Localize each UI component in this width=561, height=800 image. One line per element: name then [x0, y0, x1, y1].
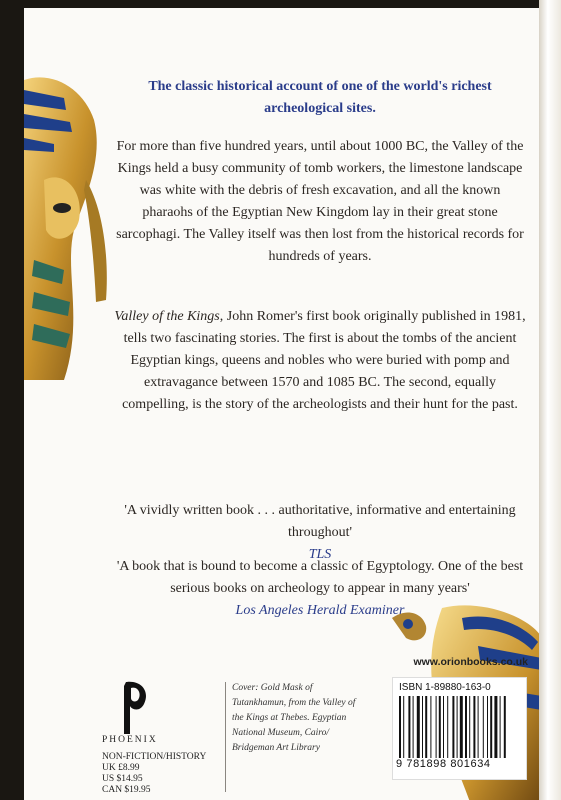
- cover-credit: Cover: Gold Mask of Tutankhamun, from the Valley of the Kings at Thebes. Egyptian National Museum, Cairo/ Bridgeman Art Library: [232, 683, 356, 753]
- price-can: CAN $19.95: [102, 785, 151, 795]
- price-uk: UK £8.99: [102, 763, 140, 773]
- category-and-prices: [102, 752, 206, 796]
- phoenix-logo-icon: [120, 680, 150, 736]
- ean-number: 9 781898 801634: [396, 758, 491, 770]
- paragraph-2-text: , John Romer's first book originally published in 1981, tells two fascinating stories. The first is about the tombs of the ancient Egyptian kings, queens and nobles who were buried with pomp and extravagance between 1570 and 1085 BC. The second, equally compelling, is the story of the archeologists and their hunt for the past.: [122, 309, 526, 412]
- tagline: The classic historical account of one of the world's richest archeological sites.: [148, 79, 492, 116]
- book-back-cover: [24, 8, 541, 800]
- price-us: US $14.95: [102, 774, 143, 784]
- isbn-label: ISBN 1-89880-163-0: [399, 682, 491, 693]
- barcode-panel: [392, 677, 527, 780]
- review-quote-2-text: 'A book that is bound to become a classic of Egyptology. One of the best serious books on archeology to appear in many years': [116, 559, 524, 596]
- gold-mask-image-left: [24, 70, 124, 390]
- review-quote-1-source: TLS: [308, 547, 332, 562]
- barcode-icon: [399, 696, 519, 758]
- book-title-italic: Valley of the Kings: [114, 309, 220, 324]
- category-label: NON-FICTION/HISTORY: [102, 752, 207, 762]
- description-paragraph-1: For more than five hundred years, until about 1000 BC, the Valley of the Kings held a busy community of tomb workers, the limestone landscape was white with the debris of fresh excavation, and all the known pharaohs of the Egyptian New Kingdom lay in their great stone sarcophagi. The Valley itself was then lost from the historical records for hundreds of years.: [116, 139, 524, 264]
- publisher-website: www.orionbooks.co.uk: [413, 656, 528, 668]
- divider: [225, 682, 226, 792]
- cover-edge: [539, 0, 561, 800]
- review-quote-2-source: Los Angeles Herald Examiner: [235, 603, 405, 618]
- review-quote-2: [114, 556, 526, 622]
- description-paragraph-2: [114, 306, 526, 416]
- publisher-name: PHOENIX: [102, 735, 158, 745]
- review-quote-1-text: 'A vividly written book . . . authoritative, informative and entertaining throughout': [124, 503, 516, 540]
